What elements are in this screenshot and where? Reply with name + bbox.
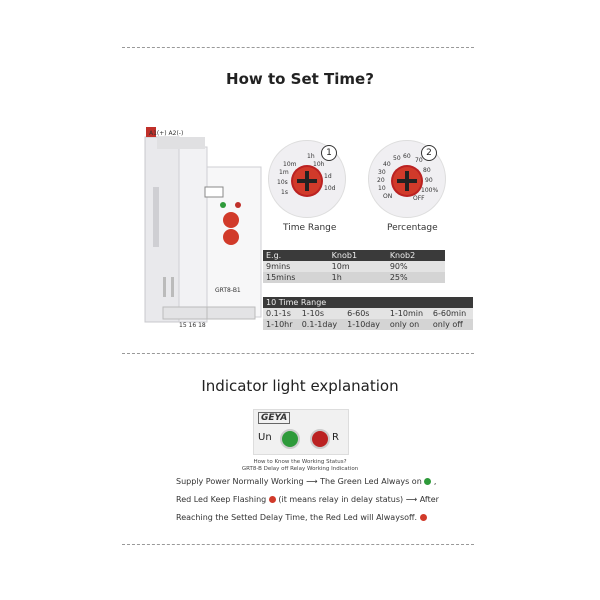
table-cell: 15mins bbox=[263, 272, 329, 283]
un-label: Un bbox=[258, 432, 272, 443]
knob2-label: 20 bbox=[377, 177, 385, 184]
brand-logo: GEYA bbox=[258, 412, 290, 424]
knob1-label: 10m bbox=[283, 161, 297, 168]
knob1-label: 1s bbox=[281, 189, 288, 196]
knob2-label: OFF bbox=[413, 195, 425, 202]
relay-device-image bbox=[143, 127, 263, 330]
line1-end: The Green Led Always on bbox=[320, 477, 422, 486]
table-cell: 9mins bbox=[263, 261, 329, 272]
knob2-label: 80 bbox=[423, 167, 431, 174]
table-cell: 1-10min bbox=[387, 308, 430, 319]
knob2-label: 60 bbox=[403, 153, 411, 160]
knob1-label: 10h bbox=[313, 161, 325, 168]
table-cell: only off bbox=[430, 319, 473, 330]
table-row bbox=[263, 308, 473, 319]
arrow-icon: ⟶ bbox=[405, 495, 418, 504]
knob2-percentage bbox=[368, 140, 446, 218]
knob2-caption: Percentage bbox=[387, 223, 438, 233]
green-led-icon bbox=[280, 429, 300, 449]
time-range-table bbox=[263, 297, 473, 330]
table-cell: only on bbox=[387, 319, 430, 330]
table-row bbox=[263, 272, 445, 283]
line2-start: Red Led Keep Flashing bbox=[176, 495, 267, 504]
red-led-icon bbox=[310, 429, 330, 449]
section-title-indicator: Indicator light explanation bbox=[201, 377, 399, 395]
knob2-dial bbox=[393, 167, 421, 195]
table-header-cell: Knob2 bbox=[387, 250, 445, 261]
relay-top-label: A1(+) A2(-) bbox=[149, 130, 184, 137]
knob2-label: 70 bbox=[415, 157, 423, 164]
knob2-label: 50 bbox=[393, 155, 401, 162]
line2-end: After bbox=[419, 495, 439, 504]
relay-bottom-label: 15 16 18 bbox=[179, 322, 206, 329]
red-led-small-icon bbox=[269, 496, 276, 503]
table-cell: 90% bbox=[387, 261, 445, 272]
knob1-label: 10s bbox=[277, 179, 288, 186]
table-cell: 1-10hr bbox=[263, 319, 299, 330]
knob1-caption: Time Range bbox=[283, 223, 337, 233]
middle-divider bbox=[122, 353, 474, 354]
table-row bbox=[263, 250, 445, 261]
arrow-icon: ⟶ bbox=[306, 477, 318, 486]
note-line-2: GRT8-B Delay off Relay Working Indication bbox=[241, 466, 359, 472]
red-led-small-icon bbox=[420, 514, 427, 521]
knob2-label: 100% bbox=[421, 187, 439, 194]
example-table bbox=[263, 250, 445, 283]
explanation-line-2 bbox=[176, 495, 439, 504]
indicator-panel bbox=[253, 409, 349, 455]
knob1-label: 10d bbox=[324, 185, 336, 192]
knob1-dial bbox=[293, 167, 321, 195]
table-row bbox=[263, 261, 445, 272]
table-header-cell: E.g. bbox=[263, 250, 329, 261]
table-cell: 25% bbox=[387, 272, 445, 283]
bottom-divider bbox=[122, 544, 474, 545]
knob1-time-range bbox=[268, 140, 346, 218]
note-line-1: How to Know the Working Status? bbox=[253, 459, 347, 465]
table-cell: 6-60s bbox=[344, 308, 387, 319]
table-cell: 1-10s bbox=[299, 308, 344, 319]
explanation-line-3 bbox=[176, 513, 427, 522]
knob2-number: 2 bbox=[421, 145, 437, 161]
knob2-label: 40 bbox=[383, 161, 391, 168]
line3-text: Reaching the Setted Delay Time, the Red Led will Alwaysoff. bbox=[176, 513, 418, 522]
r-label: R bbox=[332, 432, 339, 443]
table-header-cell: 10 Time Range bbox=[263, 297, 473, 308]
knob2-label: ON bbox=[383, 193, 393, 200]
table-row bbox=[263, 297, 473, 308]
table-cell: 0.1-1s bbox=[263, 308, 299, 319]
table-row bbox=[263, 319, 473, 330]
knob2-label: 90 bbox=[425, 177, 433, 184]
explanation-line-1: Supply Power Normally Working ⟶ The Green Led Always on , bbox=[176, 477, 437, 486]
table-cell: 6-60min bbox=[430, 308, 473, 319]
table-cell: 1-10day bbox=[344, 319, 387, 330]
knob1-label: 1m bbox=[279, 169, 289, 176]
top-divider bbox=[122, 47, 474, 48]
line1-start: Supply Power Normally Working bbox=[176, 477, 304, 486]
table-cell: 1h bbox=[329, 272, 387, 283]
green-led-small-icon bbox=[424, 478, 431, 485]
knob1-label: 1h bbox=[307, 153, 315, 160]
knob1-label: 1d bbox=[324, 173, 332, 180]
knob2-label: 10 bbox=[378, 185, 386, 192]
knob1-number: 1 bbox=[321, 145, 337, 161]
table-cell: 10m bbox=[329, 261, 387, 272]
section-title-set-time: How to Set Time? bbox=[226, 70, 374, 88]
table-cell: 0.1-1day bbox=[299, 319, 344, 330]
line2-middle: (it means relay in delay status) bbox=[278, 495, 404, 504]
relay-model-label: GRT8-B1 bbox=[215, 287, 241, 294]
knob2-label: 30 bbox=[378, 169, 386, 176]
table-header-cell: Knob1 bbox=[329, 250, 387, 261]
